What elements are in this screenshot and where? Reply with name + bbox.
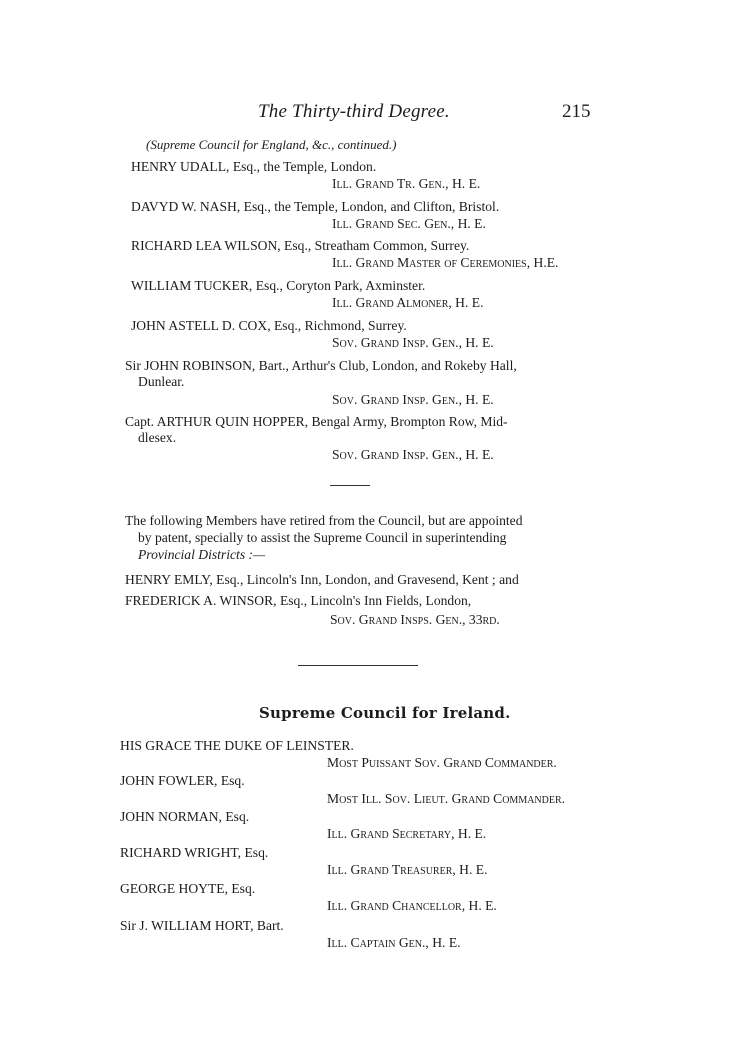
england-member-name: Sir JOHN ROBINSON, Bart., Arthur's Club, London, and Rokeby Hall, — [125, 358, 517, 373]
continued-note: (Supreme Council for England, &c., continued.) — [146, 137, 397, 152]
ireland-heading: Supreme Council for Ireland. — [259, 704, 511, 722]
ireland-member-name: Sir J. WILLIAM HORT, Bart. — [120, 918, 284, 933]
retired-member: HENRY EMLY, Esq., Lincoln's Inn, London, and Gravesend, Kent ; and — [125, 572, 519, 587]
section-divider — [330, 485, 370, 486]
ireland-member-title: Most Ill. Sov. Lieut. Grand Commander. — [327, 791, 566, 806]
running-title: The Thirty-third Degree. — [258, 101, 450, 122]
ireland-member-name: JOHN FOWLER, Esq. — [120, 773, 245, 788]
england-member-name-cont: Dunlear. — [138, 374, 185, 389]
retired-member: FREDERICK A. WINSOR, Esq., Lincoln's Inn Fields, London, — [125, 593, 472, 608]
england-member-title: Ill. Grand Sec. Gen., H. E. — [332, 216, 486, 231]
england-member-title: Ill. Grand Tr. Gen., H. E. — [332, 176, 481, 191]
ireland-member-title: Ill. Grand Chancellor, H. E. — [327, 898, 497, 913]
ireland-member-name: JOHN NORMAN, Esq. — [120, 809, 250, 824]
section-divider — [298, 665, 418, 666]
retired-intro-line: Provincial Districts :— — [138, 547, 266, 562]
england-member-name: Capt. ARTHUR QUIN HOPPER, Bengal Army, Brompton Row, Mid- — [125, 414, 508, 429]
england-member-title: Ill. Grand Master of Ceremonies, H.E. — [332, 255, 559, 270]
ireland-member-title: Ill. Captain Gen., H. E. — [327, 935, 461, 950]
england-member-title: Sov. Grand Insp. Gen., H. E. — [332, 335, 494, 350]
ireland-member-title: Ill. Grand Treasurer, H. E. — [327, 862, 488, 877]
ireland-member-name: RICHARD WRIGHT, Esq. — [120, 845, 269, 860]
retired-intro-line: The following Members have retired from the Council, but are appointed — [125, 513, 523, 528]
england-member-title: Ill. Grand Almoner, H. E. — [332, 295, 484, 310]
ireland-member-name: HIS GRACE THE DUKE OF LEINSTER. — [120, 738, 354, 753]
england-member-name: RICHARD LEA WILSON, Esq., Streatham Common, Surrey. — [131, 238, 470, 253]
england-member-name: DAVYD W. NASH, Esq., the Temple, London, and Clifton, Bristol. — [131, 199, 500, 214]
page-number: 215 — [562, 101, 591, 122]
england-member-name: WILLIAM TUCKER, Esq., Coryton Park, Axminster. — [131, 278, 426, 293]
england-member-title: Sov. Grand Insp. Gen., H. E. — [332, 447, 494, 462]
retired-intro-line: by patent, specially to assist the Supreme Council in superintending — [138, 530, 507, 545]
england-member-name-cont: dlesex. — [138, 430, 177, 445]
retired-title: Sov. Grand Insps. Gen., 33rd. — [330, 612, 500, 627]
ireland-member-title: Ill. Grand Secretary, H. E. — [327, 826, 487, 841]
england-member-name: HENRY UDALL, Esq., the Temple, London. — [131, 159, 377, 174]
ireland-member-title: Most Puissant Sov. Grand Commander. — [327, 755, 557, 770]
england-member-title: Sov. Grand Insp. Gen., H. E. — [332, 392, 494, 407]
ireland-member-name: GEORGE HOYTE, Esq. — [120, 881, 256, 896]
england-member-name: JOHN ASTELL D. COX, Esq., Richmond, Surrey. — [131, 318, 407, 333]
